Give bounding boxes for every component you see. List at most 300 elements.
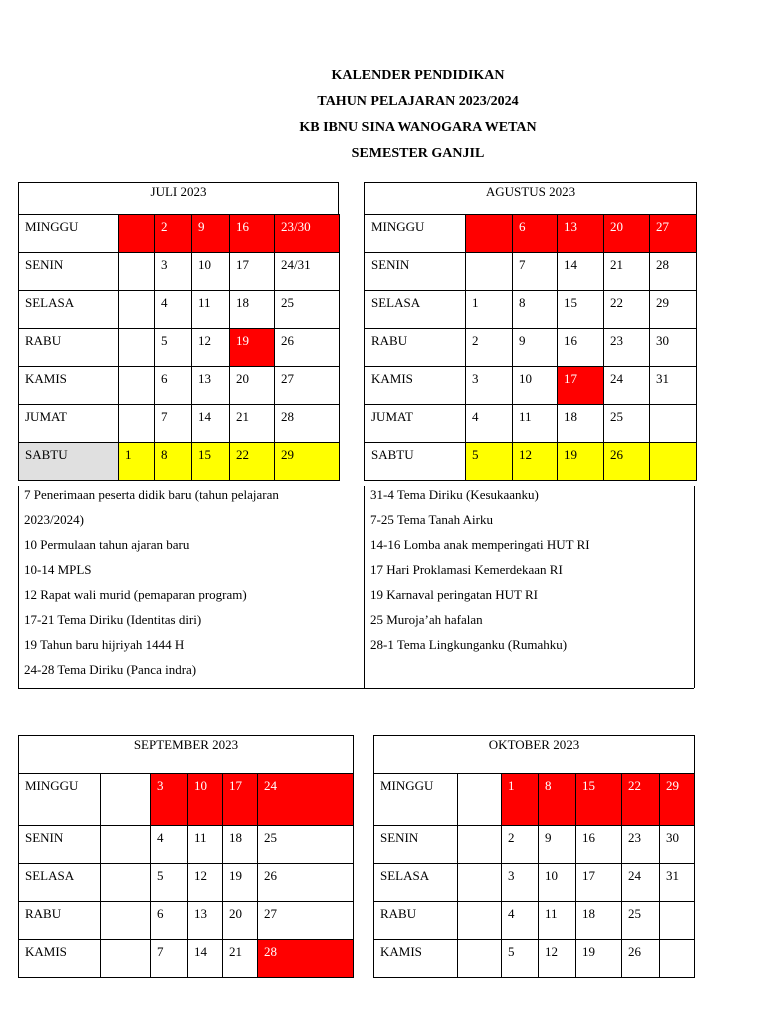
- date-cell: [603, 404, 650, 443]
- day-name: JUMAT: [371, 409, 413, 424]
- date-cell: [649, 290, 697, 329]
- date-cell: [154, 214, 192, 253]
- day-label-minggu: [364, 214, 466, 253]
- date-cell: [274, 442, 340, 481]
- date-cell: [274, 404, 340, 443]
- day-name: JUMAT: [25, 409, 67, 424]
- date-cell: [621, 773, 660, 826]
- date-cell: [118, 442, 155, 481]
- date-cell: [100, 773, 151, 826]
- date-cell: [575, 939, 622, 978]
- date-cell: [512, 366, 558, 405]
- date-number: 20: [236, 371, 249, 386]
- day-label-senin: [18, 252, 119, 291]
- date-cell: [621, 825, 660, 864]
- note-item: 28-1 Tema Lingkunganku (Rumahku): [370, 637, 568, 652]
- day-label-jumat: [18, 404, 119, 443]
- date-number: 26: [628, 944, 641, 959]
- day-name: SELASA: [25, 868, 75, 883]
- date-cell: [557, 214, 604, 253]
- day-label-kamis: [364, 366, 466, 405]
- day-label-rabu: [18, 328, 119, 367]
- date-cell: [274, 214, 340, 253]
- date-number: 29: [281, 447, 294, 462]
- date-cell: [191, 252, 230, 291]
- date-cell: [465, 366, 513, 405]
- date-number: 18: [236, 295, 249, 310]
- date-cell: [191, 328, 230, 367]
- date-number: 30: [656, 333, 669, 348]
- date-number: 6: [161, 371, 168, 386]
- date-number: 1: [508, 778, 515, 793]
- date-cell: [274, 290, 340, 329]
- date-number: 26: [264, 868, 277, 883]
- note-item: 17-21 Tema Diriku (Identitas diri): [24, 612, 202, 627]
- date-cell: [465, 328, 513, 367]
- date-number: 17: [236, 257, 249, 272]
- date-cell: [154, 252, 192, 291]
- day-label-senin: [18, 825, 101, 864]
- date-cell: [100, 939, 151, 978]
- day-name: SELASA: [371, 295, 421, 310]
- date-cell: [501, 863, 539, 902]
- date-cell: [457, 863, 502, 902]
- date-cell: [154, 404, 192, 443]
- date-number: 25: [610, 409, 623, 424]
- day-label-sabtu: [364, 442, 466, 481]
- day-label-selasa: [373, 863, 458, 902]
- day-name: MINGGU: [380, 778, 434, 793]
- month-header-oktober-2023: [373, 735, 695, 774]
- date-number: 19: [582, 944, 595, 959]
- date-number: 26: [281, 333, 294, 348]
- date-number: 17: [564, 371, 577, 386]
- title-line-2: TAHUN PELAJARAN 2023/2024: [317, 94, 519, 109]
- date-number: 12: [545, 944, 558, 959]
- notes-agustus-2023: [364, 486, 694, 688]
- date-cell: [457, 773, 502, 826]
- date-cell: [512, 404, 558, 443]
- date-cell: [465, 404, 513, 443]
- date-cell: [257, 825, 354, 864]
- date-number: 27: [656, 219, 669, 234]
- day-name: KAMIS: [380, 944, 422, 959]
- date-number: 8: [545, 778, 552, 793]
- date-number: 10: [194, 778, 207, 793]
- date-cell: [229, 328, 275, 367]
- date-number: 22: [610, 295, 623, 310]
- date-number: 31: [656, 371, 669, 386]
- date-cell: [118, 404, 155, 443]
- day-name: RABU: [25, 333, 62, 348]
- day-label-sabtu: [18, 442, 119, 481]
- date-number: 12: [194, 868, 207, 883]
- day-name: KAMIS: [25, 944, 67, 959]
- date-number: 10: [545, 868, 558, 883]
- date-number: 22: [236, 447, 249, 462]
- day-name: KAMIS: [371, 371, 413, 386]
- date-cell: [118, 290, 155, 329]
- day-name: SENIN: [25, 257, 64, 272]
- date-cell: [229, 290, 275, 329]
- note-item: 31-4 Tema Diriku (Kesukaanku): [370, 487, 539, 502]
- date-cell: [222, 863, 258, 902]
- date-cell: [187, 901, 223, 940]
- note-item: 19 Karnaval peringatan HUT RI: [370, 587, 538, 602]
- title-line-4: SEMESTER GANJIL: [351, 146, 485, 161]
- date-cell: [649, 214, 697, 253]
- date-cell: [557, 404, 604, 443]
- date-cell: [150, 863, 188, 902]
- date-number: 7: [161, 409, 168, 424]
- day-label-minggu: [373, 773, 458, 826]
- date-cell: [100, 825, 151, 864]
- date-cell: [118, 252, 155, 291]
- date-cell: [621, 901, 660, 940]
- date-number: 31: [666, 868, 679, 883]
- date-number: 23: [628, 830, 641, 845]
- date-cell: [557, 366, 604, 405]
- date-number: 5: [157, 868, 164, 883]
- date-cell: [512, 328, 558, 367]
- date-number: 29: [656, 295, 669, 310]
- day-name: SENIN: [25, 830, 64, 845]
- date-number: 15: [198, 447, 211, 462]
- date-number: 13: [198, 371, 211, 386]
- date-number: 22: [628, 778, 641, 793]
- day-label-minggu: [18, 773, 101, 826]
- date-cell: [191, 442, 230, 481]
- date-cell: [659, 939, 695, 978]
- title-line-3: KB IBNU SINA WANOGARA WETAN: [299, 120, 537, 135]
- date-number: 1: [472, 295, 479, 310]
- date-cell: [501, 773, 539, 826]
- date-cell: [457, 825, 502, 864]
- day-name: MINGGU: [25, 778, 79, 793]
- month-title: OKTOBER 2023: [488, 737, 580, 752]
- note-item: 7-25 Tema Tanah Airku: [370, 512, 493, 527]
- note-item: 12 Rapat wali murid (pemaparan program): [24, 587, 247, 602]
- date-cell: [538, 901, 576, 940]
- date-cell: [229, 404, 275, 443]
- date-cell: [557, 290, 604, 329]
- date-cell: [603, 214, 650, 253]
- date-number: 13: [564, 219, 577, 234]
- day-name: SABTU: [371, 447, 414, 462]
- date-cell: [621, 939, 660, 978]
- note-item: 2023/2024): [24, 512, 84, 527]
- day-name: SABTU: [25, 447, 68, 462]
- date-number: 11: [198, 295, 211, 310]
- date-cell: [187, 863, 223, 902]
- day-label-kamis: [373, 939, 458, 978]
- date-number: 23: [610, 333, 623, 348]
- date-cell: [465, 290, 513, 329]
- date-cell: [501, 901, 539, 940]
- note-item: 19 Tahun baru hijriyah 1444 H: [24, 637, 185, 652]
- date-number: 25: [264, 830, 277, 845]
- date-cell: [118, 366, 155, 405]
- date-cell: [229, 442, 275, 481]
- date-number: 16: [582, 830, 595, 845]
- date-cell: [603, 290, 650, 329]
- date-number: 8: [519, 295, 526, 310]
- day-label-rabu: [364, 328, 466, 367]
- date-number: 16: [236, 219, 249, 234]
- date-cell: [118, 328, 155, 367]
- date-cell: [191, 404, 230, 443]
- date-number: 8: [161, 447, 168, 462]
- note-item: 10 Permulaan tahun ajaran baru: [24, 537, 190, 552]
- date-number: 28: [264, 944, 277, 959]
- date-cell: [512, 252, 558, 291]
- date-number: 11: [545, 906, 558, 921]
- date-cell: [501, 939, 539, 978]
- date-number: 15: [582, 778, 595, 793]
- date-cell: [187, 939, 223, 978]
- date-number: 11: [519, 409, 532, 424]
- date-number: 19: [564, 447, 577, 462]
- date-number: 24: [610, 371, 623, 386]
- date-number: 5: [508, 944, 515, 959]
- day-name: SENIN: [380, 830, 419, 845]
- date-cell: [191, 290, 230, 329]
- note-item: 17 Hari Proklamasi Kemerdekaan RI: [370, 562, 563, 577]
- date-number: 2: [472, 333, 479, 348]
- date-number: 24: [628, 868, 641, 883]
- date-number: 2: [161, 219, 168, 234]
- date-cell: [512, 290, 558, 329]
- date-cell: [465, 252, 513, 291]
- date-cell: [150, 825, 188, 864]
- date-cell: [538, 773, 576, 826]
- month-title: AGUSTUS 2023: [485, 184, 576, 199]
- date-number: 10: [198, 257, 211, 272]
- date-cell: [512, 442, 558, 481]
- date-cell: [557, 442, 604, 481]
- day-label-selasa: [18, 290, 119, 329]
- date-cell: [191, 366, 230, 405]
- date-number: 18: [582, 906, 595, 921]
- date-cell: [222, 825, 258, 864]
- day-label-kamis: [18, 939, 101, 978]
- notes-border-bottom: [18, 688, 364, 689]
- date-cell: [659, 901, 695, 940]
- date-number: 21: [229, 944, 242, 959]
- date-cell: [457, 939, 502, 978]
- date-number: 3: [472, 371, 479, 386]
- date-number: 5: [161, 333, 168, 348]
- date-cell: [222, 773, 258, 826]
- month-header-september-2023: [18, 735, 354, 774]
- date-cell: [229, 214, 275, 253]
- day-label-kamis: [18, 366, 119, 405]
- date-cell: [100, 863, 151, 902]
- date-number: 13: [194, 906, 207, 921]
- note-item: 10-14 MPLS: [24, 562, 92, 577]
- date-cell: [457, 901, 502, 940]
- date-cell: [150, 939, 188, 978]
- date-number: 14: [198, 409, 211, 424]
- date-cell: [603, 366, 650, 405]
- date-cell: [274, 328, 340, 367]
- date-cell: [575, 825, 622, 864]
- date-cell: [557, 328, 604, 367]
- month-header-agustus-2023: [364, 182, 697, 215]
- date-cell: [191, 214, 230, 253]
- date-number: 11: [194, 830, 207, 845]
- date-number: 20: [229, 906, 242, 921]
- date-number: 21: [236, 409, 249, 424]
- day-name: KAMIS: [25, 371, 67, 386]
- note-item: 14-16 Lomba anak memperingati HUT RI: [370, 537, 590, 552]
- month-title: SEPTEMBER 2023: [133, 737, 239, 752]
- day-name: SENIN: [371, 257, 410, 272]
- date-number: 18: [564, 409, 577, 424]
- date-number: 25: [628, 906, 641, 921]
- date-cell: [150, 773, 188, 826]
- date-cell: [222, 901, 258, 940]
- date-cell: [603, 442, 650, 481]
- date-cell: [538, 863, 576, 902]
- date-cell: [100, 901, 151, 940]
- day-label-selasa: [364, 290, 466, 329]
- notes-border-left: [364, 486, 365, 688]
- date-number: 30: [666, 830, 679, 845]
- date-number: 27: [281, 371, 294, 386]
- notes-border-bottom: [364, 688, 694, 689]
- date-number: 17: [582, 868, 595, 883]
- date-cell: [187, 825, 223, 864]
- date-number: 28: [656, 257, 669, 272]
- date-number: 9: [519, 333, 526, 348]
- date-cell: [575, 863, 622, 902]
- date-cell: [512, 214, 558, 253]
- date-cell: [649, 366, 697, 405]
- date-number: 7: [519, 257, 526, 272]
- date-cell: [154, 366, 192, 405]
- date-cell: [150, 901, 188, 940]
- title-line-1: KALENDER PENDIDIKAN: [331, 68, 505, 83]
- date-number: 28: [281, 409, 294, 424]
- date-number: 16: [564, 333, 577, 348]
- date-number: 23/30: [281, 219, 311, 234]
- month-header-juli-2023: [18, 182, 339, 215]
- date-cell: [603, 328, 650, 367]
- date-cell: [603, 252, 650, 291]
- date-number: 4: [161, 295, 168, 310]
- day-label-senin: [364, 252, 466, 291]
- date-cell: [621, 863, 660, 902]
- date-number: 4: [472, 409, 479, 424]
- date-number: 14: [194, 944, 207, 959]
- date-cell: [465, 214, 513, 253]
- date-cell: [557, 252, 604, 291]
- date-number: 7: [157, 944, 164, 959]
- date-number: 25: [281, 295, 294, 310]
- date-number: 3: [508, 868, 515, 883]
- date-cell: [274, 366, 340, 405]
- note-item: 24-28 Tema Diriku (Panca indra): [24, 662, 197, 677]
- day-name: MINGGU: [371, 219, 425, 234]
- day-label-jumat: [364, 404, 466, 443]
- day-label-senin: [373, 825, 458, 864]
- date-cell: [154, 442, 192, 481]
- date-number: 4: [157, 830, 164, 845]
- date-number: 15: [564, 295, 577, 310]
- date-cell: [222, 939, 258, 978]
- date-number: 6: [157, 906, 164, 921]
- date-number: 4: [508, 906, 515, 921]
- day-name: MINGGU: [25, 219, 79, 234]
- day-name: RABU: [371, 333, 408, 348]
- day-label-rabu: [373, 901, 458, 940]
- date-cell: [257, 901, 354, 940]
- date-cell: [154, 328, 192, 367]
- date-cell: [229, 366, 275, 405]
- date-cell: [257, 939, 354, 978]
- date-number: 17: [229, 778, 242, 793]
- date-number: 1: [125, 447, 132, 462]
- date-cell: [118, 214, 155, 253]
- date-number: 2: [508, 830, 515, 845]
- date-number: 27: [264, 906, 277, 921]
- month-title: JULI 2023: [150, 184, 207, 199]
- date-cell: [659, 773, 695, 826]
- date-cell: [501, 825, 539, 864]
- date-number: 5: [472, 447, 479, 462]
- date-number: 26: [610, 447, 623, 462]
- date-number: 24: [264, 778, 277, 793]
- date-number: 3: [157, 778, 164, 793]
- date-cell: [649, 442, 697, 481]
- date-cell: [575, 901, 622, 940]
- day-name: RABU: [25, 906, 62, 921]
- date-number: 19: [229, 868, 242, 883]
- date-cell: [465, 442, 513, 481]
- date-cell: [538, 825, 576, 864]
- date-cell: [229, 252, 275, 291]
- date-cell: [649, 252, 697, 291]
- date-number: 29: [666, 778, 679, 793]
- date-cell: [538, 939, 576, 978]
- date-number: 9: [545, 830, 552, 845]
- day-label-minggu: [18, 214, 119, 253]
- notes-border-left: [18, 486, 19, 688]
- notes-juli-2023: [18, 486, 364, 688]
- date-number: 19: [236, 333, 249, 348]
- date-cell: [187, 773, 223, 826]
- date-number: 20: [610, 219, 623, 234]
- day-label-rabu: [18, 901, 101, 940]
- date-cell: [659, 863, 695, 902]
- note-item: 7 Penerimaan peserta didik baru (tahun pelajaran: [24, 487, 279, 502]
- date-cell: [649, 404, 697, 443]
- date-number: 18: [229, 830, 242, 845]
- date-cell: [257, 773, 354, 826]
- date-number: 3: [161, 257, 168, 272]
- date-number: 14: [564, 257, 577, 272]
- date-cell: [274, 252, 340, 291]
- notes-border-right: [694, 486, 695, 688]
- day-name: SELASA: [380, 868, 430, 883]
- day-label-selasa: [18, 863, 101, 902]
- date-cell: [257, 863, 354, 902]
- date-cell: [154, 290, 192, 329]
- date-number: 12: [198, 333, 211, 348]
- date-number: 12: [519, 447, 532, 462]
- date-number: 6: [519, 219, 526, 234]
